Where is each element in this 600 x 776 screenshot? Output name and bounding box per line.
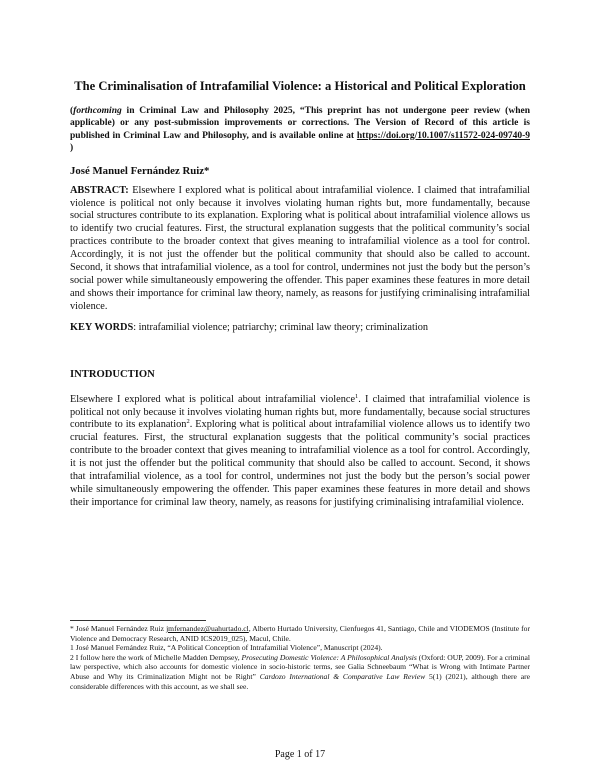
intro-text-1: Elsewhere I explored what is political about intrafamilial violence [70, 393, 356, 405]
abstract-text: Elsewhere I explored what is political about intrafamilial violence. I claimed that intrafamilial violence is political not only because it involves violating human rights but, more fundamentally, because social structures contribute to its explanation. Exploring what is political about intrafamilial violence allows us to identify two crucial features. First, the structural explanation suggests that the political community’s social practices contribute to the broader context that gives meaning to intrafamilial violence as a tool for control. Accordingly, it is not just the offender but the political community that should also be called to account. Second, it shows that intrafamilial violence, as a tool for control, undermines not just the body but the person’s social power while simultaneously empowering the offender. This paper examines these features in more detail and shows their importance for criminal law theory, namely, as reasons for justifying criminalising intrafamilial violence. [70, 184, 530, 312]
abstract-label: ABSTRACT: [70, 184, 129, 196]
author-email-link[interactable]: jmfernandez@uahurtado.cl [166, 624, 249, 633]
footnote-ref-2[interactable]: 2 [186, 418, 190, 426]
footnote-ref-1[interactable]: 1 [355, 392, 359, 400]
preprint-note [70, 105, 530, 155]
doi-link[interactable]: https://doi.org/10.1007/s11572-024-09740-9 [356, 130, 530, 141]
note-open: ( [70, 106, 74, 116]
note-close: ) [70, 143, 74, 154]
page-content [70, 78, 530, 510]
footnote-2-text-c: (Oxford: OUP, 2009). For a criminal law perspective, which also accounts for domestic violence in socio-historic terms, see Galia Schneebaum “What is Wrong with Intimate Partner Abuse and Why its Criminalization Might not be Right” [70, 652, 531, 681]
note-forthcoming: forthcoming [73, 106, 122, 116]
footnote-2-text-a: 2 I follow here the work of Michelle Madden Dempsey, [70, 652, 242, 662]
keywords-text: : intrafamilial violence; patriarchy; criminal law theory; criminalization [133, 321, 429, 333]
footnote-author-affiliation: , Alberto Hurtado University, Cienfuegos 41, Santiago, Chile and VIODEMOS (Institute for Violence and Democracy Research, ANID ICS2019_025), Macul, Chile. [70, 624, 530, 643]
keywords [70, 322, 530, 335]
author-name: José Manuel Fernández Ruiz* [70, 164, 210, 177]
note-text: in Criminal Law and Philosophy 2025, “This preprint has not undergone peer review (when applicable) or any post-submission improvements or corrections. The Version of Record of this article is published in Criminal Law and Philosophy, and is available online at [70, 106, 530, 141]
intro-text-3: . Exploring what is political about intrafamilial violence allows us to identify two crucial features. First, the structural explanation suggests that the political community’s social practices contribute to the broader context that gives meaning to intrafamilial violence as a tool for control. Accordingly, it is not just the offender but the political community that should also be called to account. Second, it shows that intrafamilial violence, as a tool for control, undermines not just the body but the person’s social power while simultaneously empowering the offender. This paper examines these features in more detail and shows their importance for criminal law theory, namely, as reasons for justifying criminalising intrafamilial violence. [70, 419, 530, 508]
footnote-author [70, 624, 530, 643]
footnote-divider [70, 620, 206, 621]
footnote-2-journal: Cardozo International & Comparative Law Review [259, 671, 426, 681]
footnote-2-text-e: 5(1) (2021), although there are considerable differences with this account, as we shall see. [70, 671, 530, 691]
keywords-label: KEY WORDS [70, 321, 134, 333]
introduction-paragraph [70, 394, 530, 510]
intro-text-2: . I claimed that intrafamilial violence is political not only because it involves violating human rights but, more fundamentally, because social structures contribute to its explanation [70, 393, 530, 431]
footnotes [70, 624, 530, 691]
paper-title: The Criminalisation of Intrafamilial Violence: a Historical and Political Exploration [74, 79, 526, 93]
page-number: Page 1 of 17 [274, 749, 326, 760]
footnote-2 [70, 653, 530, 691]
abstract [70, 185, 530, 314]
footnote-author-text: * José Manuel Fernández Ruiz [70, 624, 167, 633]
footnote-1: 1 José Manuel Fernández Ruiz, “A Political Conception of Intrafamilial Violence”, Manuscript (2024). [70, 643, 383, 653]
footnote-2-book-title: Prosecuting Domestic Violence: A Philosophical Analysis [241, 652, 417, 662]
section-heading-introduction: INTRODUCTION [70, 368, 155, 380]
